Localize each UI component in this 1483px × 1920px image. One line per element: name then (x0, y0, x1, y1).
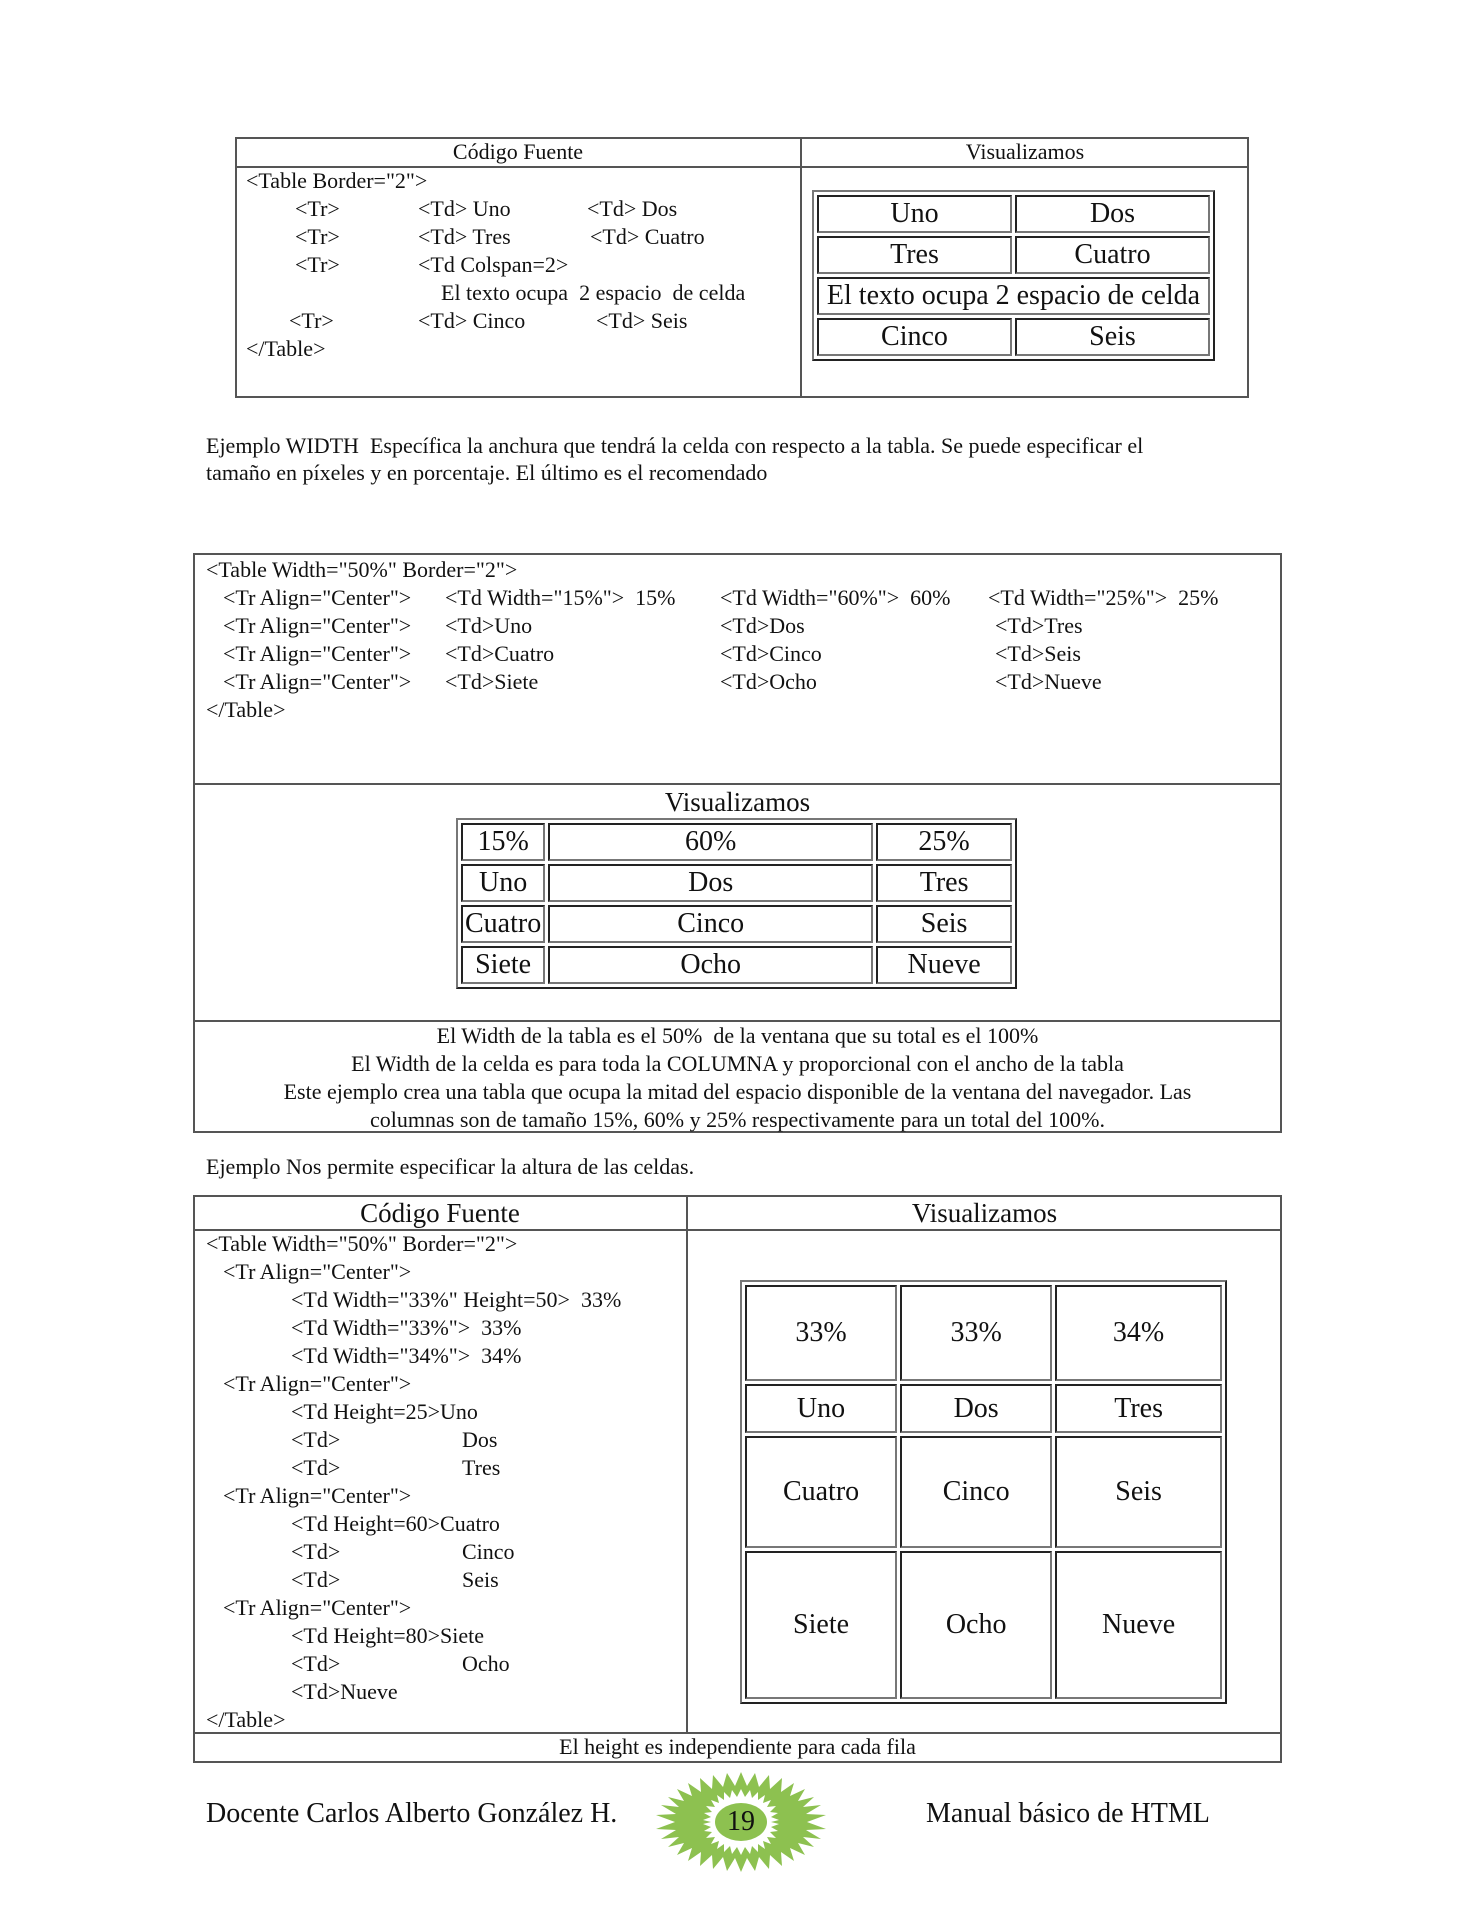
code-line: <Td>Tres (995, 613, 1083, 638)
code-line: <Td> (291, 1539, 341, 1564)
view-header: Visualizamos (911, 1198, 1058, 1228)
code-line: <Table Width="50%" Border="2"> (206, 1231, 518, 1256)
code-line: <Td Width="33%" Height=50> 33% (291, 1287, 622, 1312)
code-line: <Td> Cuatro (590, 224, 705, 249)
code-line: <Tr> (295, 196, 340, 221)
code-line: <Tr Align="Center"> (223, 1483, 412, 1508)
code-line: <Td Colspan=2> (418, 252, 569, 277)
page-number-badge (646, 1772, 836, 1872)
width-intro-line1: Ejemplo WIDTH Específica la anchura que tendrá la celda con respecto a la tabla. Se puede especificar el (206, 433, 1144, 458)
code-line: <Tr Align="Center"> (223, 669, 412, 694)
width-intro-line2: tamaño en píxeles y en porcentaje. El último es el recomendado (206, 460, 768, 485)
code-line: <Td Width="33%"> 33% (291, 1315, 522, 1340)
cell: Cinco (817, 318, 1012, 356)
page-number: 19 (727, 1806, 755, 1837)
cell: Tres (817, 236, 1012, 274)
footer-author: Docente Carlos Alberto González H. (206, 1798, 618, 1829)
cell: Cuatro (1015, 236, 1210, 274)
code-line-value: Ocho (462, 1651, 510, 1676)
height-intro: Ejemplo Nos permite especificar la altura de las celdas. (206, 1154, 695, 1179)
view-header: Visualizamos (965, 139, 1085, 164)
code-line: El texto ocupa 2 espacio de celda (441, 280, 746, 305)
cell: Nueve (876, 946, 1012, 984)
code-line-value: Dos (462, 1427, 498, 1452)
code-line: <Tr Align="Center"> (223, 613, 412, 638)
cell: Dos (900, 1384, 1052, 1433)
code-line: <Td> (291, 1427, 341, 1452)
code-line: </Table> (206, 697, 286, 722)
code-line: <Td> Uno (418, 196, 511, 221)
cell: Dos (548, 864, 873, 902)
code-line: <Tr> (295, 252, 340, 277)
code-line: <Td> Dos (587, 196, 678, 221)
code-line: <Table Border="2"> (246, 168, 428, 193)
code-line: <Td Width="60%"> 60% (720, 585, 951, 610)
code-line: <Td Height=80>Siete (291, 1623, 485, 1648)
height-footer-note: El height es independiente para cada fila (559, 1734, 916, 1759)
code-line-value: Cinco (462, 1539, 515, 1564)
code-line: <Td Width="34%"> 34% (291, 1343, 522, 1368)
cell: Cinco (548, 905, 873, 943)
code-line: <Td>Nueve (995, 669, 1102, 694)
code-header: Código Fuente (452, 139, 584, 164)
width-note: El Width de la tabla es el 50% de la ventana que su total es el 100% (436, 1023, 1039, 1048)
width-note: columnas son de tamaño 15%, 60% y 25% respectivamente para un total del 100%. (370, 1107, 1105, 1132)
code-line: </Table> (246, 336, 326, 361)
cell: Tres (876, 864, 1012, 902)
code-line: <Td>Seis (995, 641, 1081, 666)
cell: Tres (1055, 1384, 1222, 1433)
cell: Seis (1015, 318, 1210, 356)
cell: Ocho (548, 946, 873, 984)
cell: Uno (461, 864, 545, 902)
cell: Ocho (900, 1551, 1052, 1699)
code-line: <Td> (291, 1567, 341, 1592)
cell: 60% (548, 823, 873, 861)
code-line-value: Seis (462, 1567, 499, 1592)
code-line: <Td>Uno (445, 613, 533, 638)
code-line: <Td> Seis (596, 308, 688, 333)
cell: 33% (900, 1285, 1052, 1381)
width-note: El Width de la celda es para toda la COLUMNA y proporcional con el ancho de la tabla (351, 1051, 1124, 1076)
cell: Cuatro (745, 1436, 897, 1548)
code-line: <Td Width="25%"> 25% (988, 585, 1219, 610)
code-line: <Td>Dos (720, 613, 805, 638)
code-line: <Tr> (289, 308, 334, 333)
cell: Nueve (1055, 1551, 1222, 1699)
code-line: <Td> (291, 1651, 341, 1676)
code-line: <Td Height=60>Cuatro (291, 1511, 500, 1536)
width-rendered-table (456, 818, 1017, 989)
code-line: <Td>Siete (445, 669, 539, 694)
cell: 25% (876, 823, 1012, 861)
code-line: <Table Width="50%" Border="2"> (206, 557, 518, 582)
code-line: <Tr Align="Center"> (223, 641, 412, 666)
cell: Cuatro (461, 905, 545, 943)
cell: Seis (1055, 1436, 1222, 1548)
footer-title: Manual básico de HTML (926, 1798, 1210, 1829)
code-line: <Td>Nueve (291, 1679, 398, 1704)
cell: Uno (817, 195, 1012, 233)
code-line: <Td>Cinco (720, 641, 822, 666)
code-line: <Tr Align="Center"> (223, 585, 412, 610)
code-line: <Tr Align="Center"> (223, 1595, 412, 1620)
cell: 33% (745, 1285, 897, 1381)
code-line: <Td> (291, 1455, 341, 1480)
code-line: <Td>Ocho (720, 669, 817, 694)
code-line: <Tr> (295, 224, 340, 249)
cell: Siete (461, 946, 545, 984)
cell: Dos (1015, 195, 1210, 233)
column-divider (686, 1195, 688, 1732)
cell: 34% (1055, 1285, 1222, 1381)
cell: Cinco (900, 1436, 1052, 1548)
colspan-rendered-table (812, 190, 1215, 361)
cell: Uno (745, 1384, 897, 1433)
width-note: Este ejemplo crea una tabla que ocupa la mitad del espacio disponible de la ventana del navegador. Las (283, 1079, 1192, 1104)
code-line-value: Tres (462, 1455, 501, 1480)
view-title: Visualizamos (664, 787, 811, 817)
code-header: Código Fuente (360, 1198, 520, 1228)
cell: 15% (461, 823, 545, 861)
code-line: <Td Height=25>Uno (291, 1399, 478, 1424)
cell: Seis (876, 905, 1012, 943)
code-line: <Tr Align="Center"> (223, 1259, 412, 1284)
code-line: <Td> Cinco (418, 308, 526, 333)
code-line: <Td Width="15%"> 15% (445, 585, 676, 610)
code-line: <Td>Cuatro (445, 641, 555, 666)
cell: Siete (745, 1551, 897, 1699)
code-line: </Table> (206, 1707, 286, 1732)
colspan-cell: El texto ocupa 2 espacio de celda (817, 277, 1210, 315)
column-divider (800, 137, 802, 398)
code-line: <Tr Align="Center"> (223, 1371, 412, 1396)
height-rendered-table (740, 1280, 1227, 1704)
code-line: <Td> Tres (418, 224, 511, 249)
